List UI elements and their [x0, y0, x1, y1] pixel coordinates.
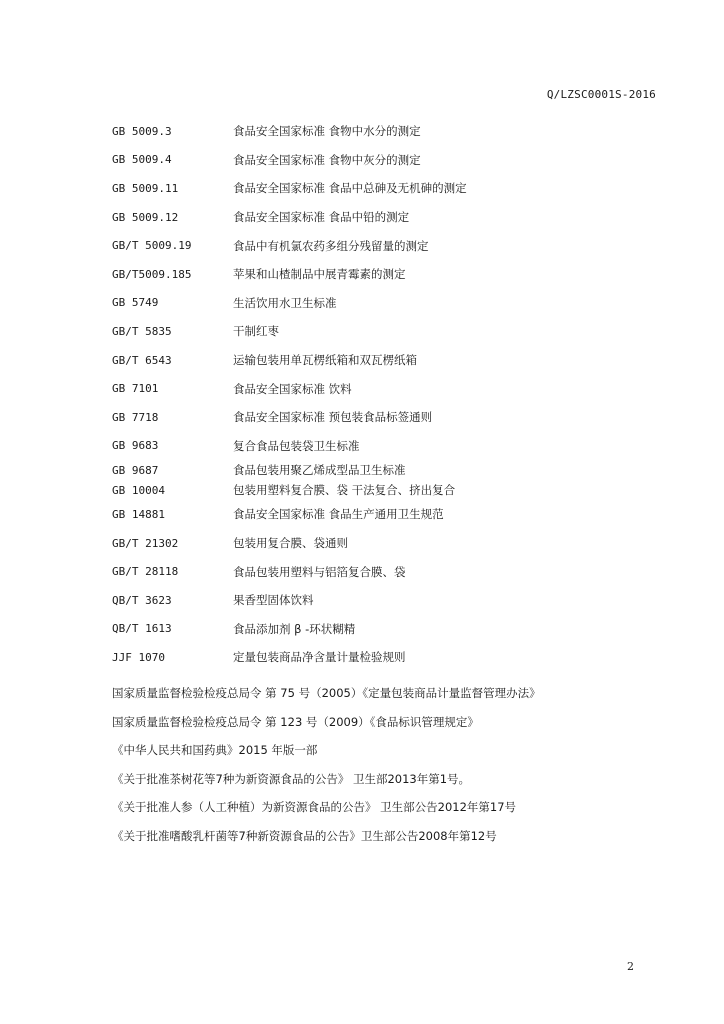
standard-title: 生活饮用水卫生标准 [233, 295, 337, 310]
standard-code: GB 5009.4 [112, 153, 172, 167]
standard-row [112, 460, 672, 480]
document-code: Q/LZSC0001S-2016 [546, 88, 656, 101]
standard-code: GB 7718 [112, 410, 159, 424]
standard-row [112, 529, 672, 558]
reference-item: 《关于批准茶树花等7种为新资源食品的公告》 卫生部2013年第1号。 [112, 771, 471, 786]
standard-title: 包装用塑料复合膜、袋 干法复合、挤出复合 [233, 483, 456, 498]
standard-row [112, 374, 672, 403]
references-list [112, 679, 672, 850]
standard-title: 定量包装商品净含量计量检验规则 [233, 650, 406, 665]
standards-list [112, 117, 672, 672]
standard-code: GB/T 28118 [112, 565, 179, 579]
standard-code: GB/T 6543 [112, 353, 172, 367]
standard-code: GB 5009.12 [112, 210, 179, 224]
standard-row [112, 146, 672, 175]
standard-row [112, 643, 672, 672]
standard-title: 果香型固体饮料 [233, 593, 314, 608]
standard-code: GB/T 5835 [112, 324, 172, 338]
standard-row [112, 346, 672, 375]
standard-title: 食品安全国家标准 食品中铅的测定 [233, 210, 410, 225]
standard-row [112, 203, 672, 232]
standard-code: QB/T 1613 [112, 622, 172, 636]
standard-row [112, 117, 672, 146]
standard-code: GB 10004 [112, 483, 165, 497]
standard-title: 食品中有机氯农药多组分残留量的测定 [233, 238, 429, 253]
standard-row [112, 557, 672, 586]
standard-code: GB 5009.11 [112, 181, 179, 195]
page-number: 2 [627, 960, 634, 973]
standard-row [112, 317, 672, 346]
standard-title: 食品包装用塑料与铝箔复合膜、袋 [233, 564, 406, 579]
standard-row [112, 174, 672, 203]
standard-title: 食品添加剂 β -环状糊精 [233, 621, 356, 636]
standard-title: 食品安全国家标准 食品生产通用卫生规范 [233, 507, 444, 522]
standard-code: QB/T 3623 [112, 593, 172, 607]
standard-code: GB 5009.3 [112, 124, 172, 138]
reference-item: 《关于批准嗜酸乳杆菌等7种新资源食品的公告》卫生部公告2008年第12号 [112, 828, 497, 843]
standard-row [112, 615, 672, 644]
standard-code: GB 7101 [112, 382, 159, 396]
reference-item: 《中华人民共和国药典》2015 年版一部 [112, 743, 318, 758]
standard-row [112, 260, 672, 289]
standard-title: 食品安全国家标准 食品中总砷及无机砷的测定 [233, 181, 467, 196]
standard-title: 食品安全国家标准 预包装食品标签通则 [233, 410, 433, 425]
standard-row [112, 289, 672, 318]
reference-item: 国家质量监督检验检疫总局令 第 75 号（2005）《定量包装商品计量监督管理办法》 [112, 686, 541, 701]
standard-title: 干制红枣 [233, 324, 279, 339]
standard-title: 食品安全国家标准 食物中灰分的测定 [233, 152, 421, 167]
standard-title: 食品安全国家标准 食物中水分的测定 [233, 124, 421, 139]
standard-title: 复合食品包装袋卫生标准 [233, 438, 360, 453]
standard-code: JJF 1070 [112, 650, 165, 664]
standard-row [112, 586, 672, 615]
standard-title: 运输包装用单瓦楞纸箱和双瓦楞纸箱 [233, 353, 417, 368]
standard-row [112, 500, 672, 529]
standard-code: GB 9687 [112, 463, 159, 477]
standard-row [112, 403, 672, 432]
standard-code: GB 5749 [112, 296, 159, 310]
standard-row [112, 432, 672, 461]
standard-code: GB 9683 [112, 439, 159, 453]
standard-code: GB 14881 [112, 507, 165, 521]
reference-item: 国家质量监督检验检疫总局令 第 123 号（2009）《食品标识管理规定》 [112, 714, 479, 729]
standard-code: GB/T 21302 [112, 536, 179, 550]
standard-title: 包装用复合膜、袋通则 [233, 536, 348, 551]
standard-code: GB/T 5009.19 [112, 239, 192, 253]
standard-row [112, 480, 672, 500]
reference-item: 《关于批准人参（人工种植）为新资源食品的公告》 卫生部公告2012年第17号 [112, 800, 517, 815]
standard-title: 食品包装用聚乙烯成型品卫生标准 [233, 463, 406, 478]
standard-title: 食品安全国家标准 饮料 [233, 381, 352, 396]
standard-row [112, 231, 672, 260]
standard-title: 苹果和山楂制品中展青霉素的测定 [233, 267, 406, 282]
standard-code: GB/T5009.185 [112, 267, 192, 281]
